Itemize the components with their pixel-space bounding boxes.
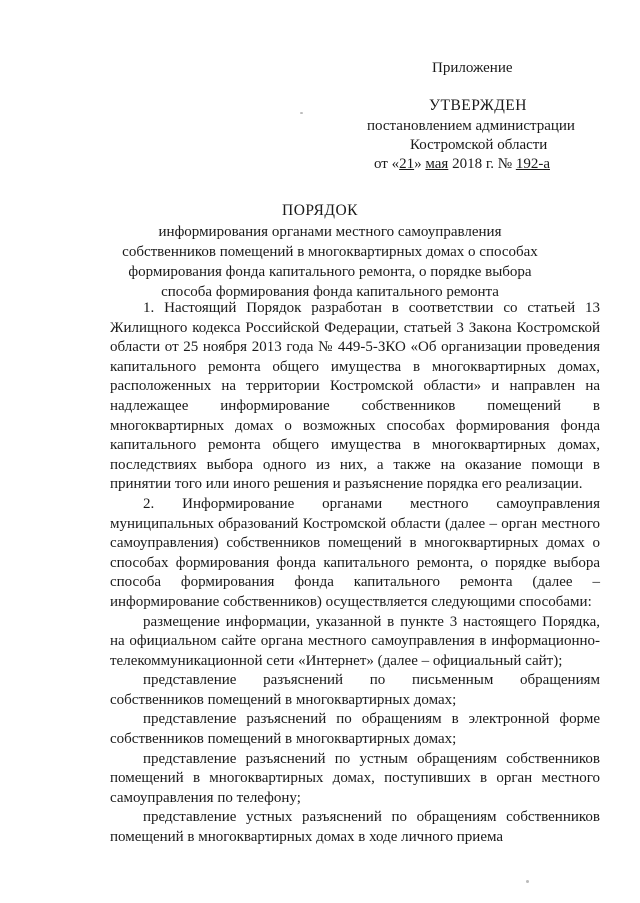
region-line: Костромской области xyxy=(410,137,548,153)
approved-stamp-title: УТВЕРЖДЕН xyxy=(429,97,527,114)
date-mid-1: » xyxy=(414,156,426,172)
list-item-electronic: представление разъяснений по обращениям в электронной форме собственников помещений в многоквартирных домах; xyxy=(110,711,600,748)
paragraph-1: 1. Настоящий Порядок разработан в соответствии со статьей 13 Жилищного кодекса Российской Федерации, статьей 3 Закона Костромской области от 25 ноября 2013 года № 449-5-ЗКО «Об организации проведения капитального ремонта общего имущества в многоквартирных домах, расположенных на территории Костромской области» и направлен на надлежащее информирование собственников помещений в многоквартирных домах о возможных способах формирования фонда капитального ремонта общего имущества в многоквартирных домах, последствиях выбора одного из них, а также на оказание помощи в принятии того или иного решения и разъяснение порядка его реализации. xyxy=(110,300,600,493)
list-item-website: размещение информации, указанной в пункте 3 настоящего Порядка, на официальном сайте органа местного самоуправления в информационно-телекоммуникационной сети «Интернет» (далее – официальный сайт); xyxy=(110,613,600,669)
paragraph-2: 2. Информирование органами местного самоуправления муниципальных образований Костромской области (далее – орган местного самоуправления) собственников помещений в многоквартирных домах о способах формирования фонда капитального ремонта, о порядке выбора способа формирования фонда капитального ремонта (далее – информирование собственников) осуществляется следующими способами: xyxy=(110,495,600,610)
document-subtitle: информирования органами местного самоуправления собственников помещений в многоквартирных домах о способах формирования фонда капитального ремонта, о порядке выбора способа формирования фонда капитального ремонта xyxy=(122,224,538,300)
resolution-day: 21 xyxy=(399,156,415,172)
date-prefix: от « xyxy=(374,156,400,172)
resolution-number: 192-а xyxy=(515,156,550,172)
appendix-label: Приложение xyxy=(432,60,513,76)
list-item-personal: представление устных разъяснений по обращениям собственников помещений в многоквартирных домах в ходе личного приема xyxy=(110,809,600,846)
list-item-written: представление разъяснений по письменным обращениям собственников помещений в многоквартирных домах; xyxy=(110,672,600,708)
scan-speck xyxy=(526,880,529,883)
scan-speck xyxy=(300,112,303,114)
list-item-phone: представление разъяснений по устным обращениям собственников помещений в многоквартирных домах, поступивших в орган местного самоуправления по телефону; xyxy=(110,750,600,806)
date-mid-2: 2018 г. № xyxy=(448,156,516,172)
document-title: ПОРЯДОК xyxy=(282,202,358,219)
approved-by-line: постановлением администрации xyxy=(367,118,575,134)
resolution-date-line xyxy=(374,156,550,173)
document-body xyxy=(110,299,600,848)
resolution-month: мая xyxy=(425,156,449,172)
